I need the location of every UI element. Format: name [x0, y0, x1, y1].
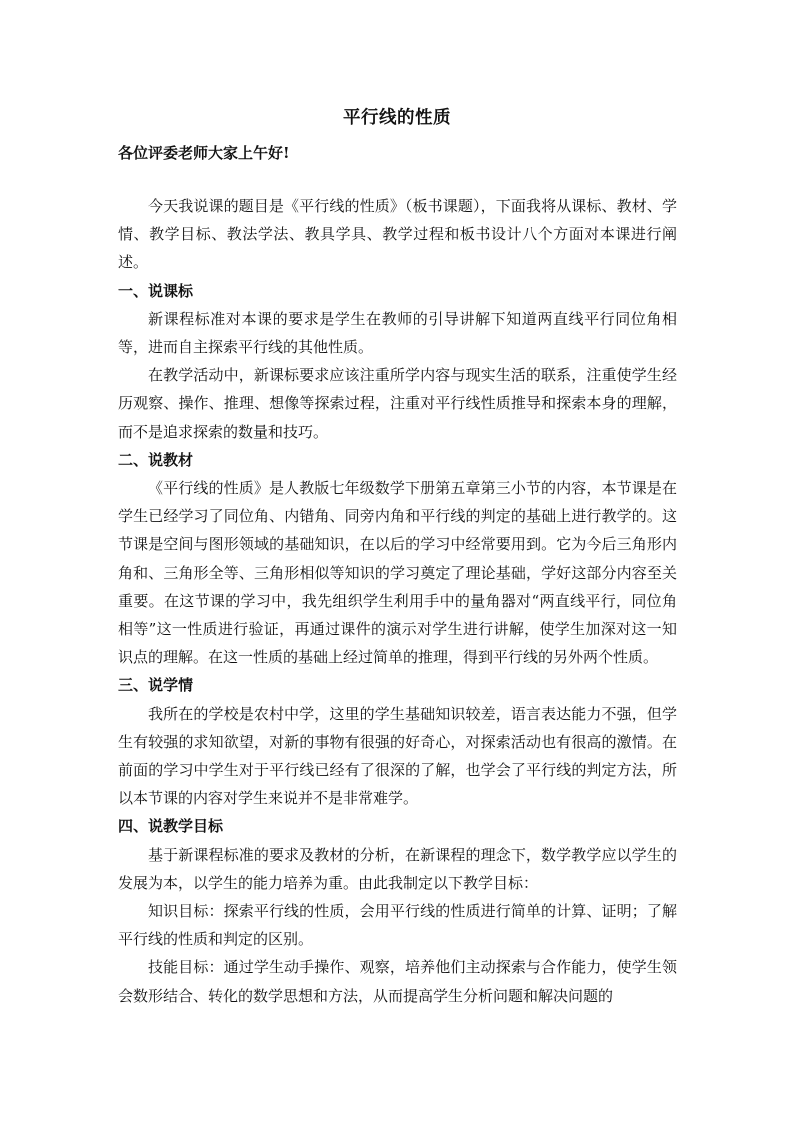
document-body [118, 192, 677, 1010]
section-heading: 一、说课标 [118, 281, 194, 300]
paragraph: 在教学活动中，新课标要求应该注重所学内容与现实生活的联系，注重使学生经历观察、操作、推理、想像等探索过程，注重对平行线性质推导和探索本身的理解，而不是追求探索的数量和技巧。 [118, 366, 677, 441]
paragraph: 我所在的学校是农村中学，这里的学生基础知识较差，语言表达能力不强，但学生有较强的求知欲望，对新的事物有很强的好奇心，对探索活动也有很高的激情。在前面的学习中学生对于平行线已经有了很深的了解，也学会了平行线的判定方法，所以本节课的内容对学生来说并不是非常难学。 [118, 704, 677, 808]
paragraph: 知识目标：探索平行线的性质，会用平行线的性质进行简单的计算、证明；了解平行线的性质和判定的区别。 [118, 902, 677, 949]
paragraph: 新课程标准对本课的要求是学生在教师的引导讲解下知道两直线平行同位角相等，进而自主探索平行线的其他性质。 [118, 309, 677, 357]
section-heading: 二、说教材 [118, 450, 194, 469]
section-heading: 三、说学情 [118, 676, 194, 695]
paragraph: 基于新课程标准的要求及教材的分析，在新课程的理念下，数学教学应以学生的发展为本，以学生的能力培养为重。由此我制定以下教学目标： [118, 845, 677, 892]
section-heading: 四、说教学目标 [118, 817, 224, 836]
intro-paragraph: 今天我说课的题目是《平行线的性质》（板书课题），下面我将从课标、教材、学情、教学目标、教法学法、教具学具、教学过程和板书设计八个方面对本课进行阐述。 [118, 197, 677, 272]
paragraph: 《平行线的性质》是人教版七年级数学下册第五章第三小节的内容，本节课是在学生已经学习了同位角、内错角、同旁内角和平行线的判定的基础上进行教学的。这节课是空间与图形领域的基础知识，在以后的学习中经常要用到。它为今后三角形内角和、三角形全等、三角形相似等知识的学习奠定了理论基础，学好这部分内容至关重要。在这节课的学习中，我先组织学生利用手中的量角器对“两直线平行，同位角相等”这一性质进行验证，再通过课件的演示对学生进行讲解，使学生加深对这一知识点的理解。在这一性质的基础上经过简单的推理，得到平行线的另外两个性质。 [118, 479, 677, 667]
document-title: 平行线的性质 [343, 108, 451, 128]
paragraph: 技能目标：通过学生动手操作、观察，培养他们主动探索与合作能力，使学生领会数形结合、转化的数学思想和方法，从而提高学生分析问题和解决问题的 [118, 958, 677, 1005]
greeting: 各位评委老师大家上午好! [118, 144, 290, 162]
